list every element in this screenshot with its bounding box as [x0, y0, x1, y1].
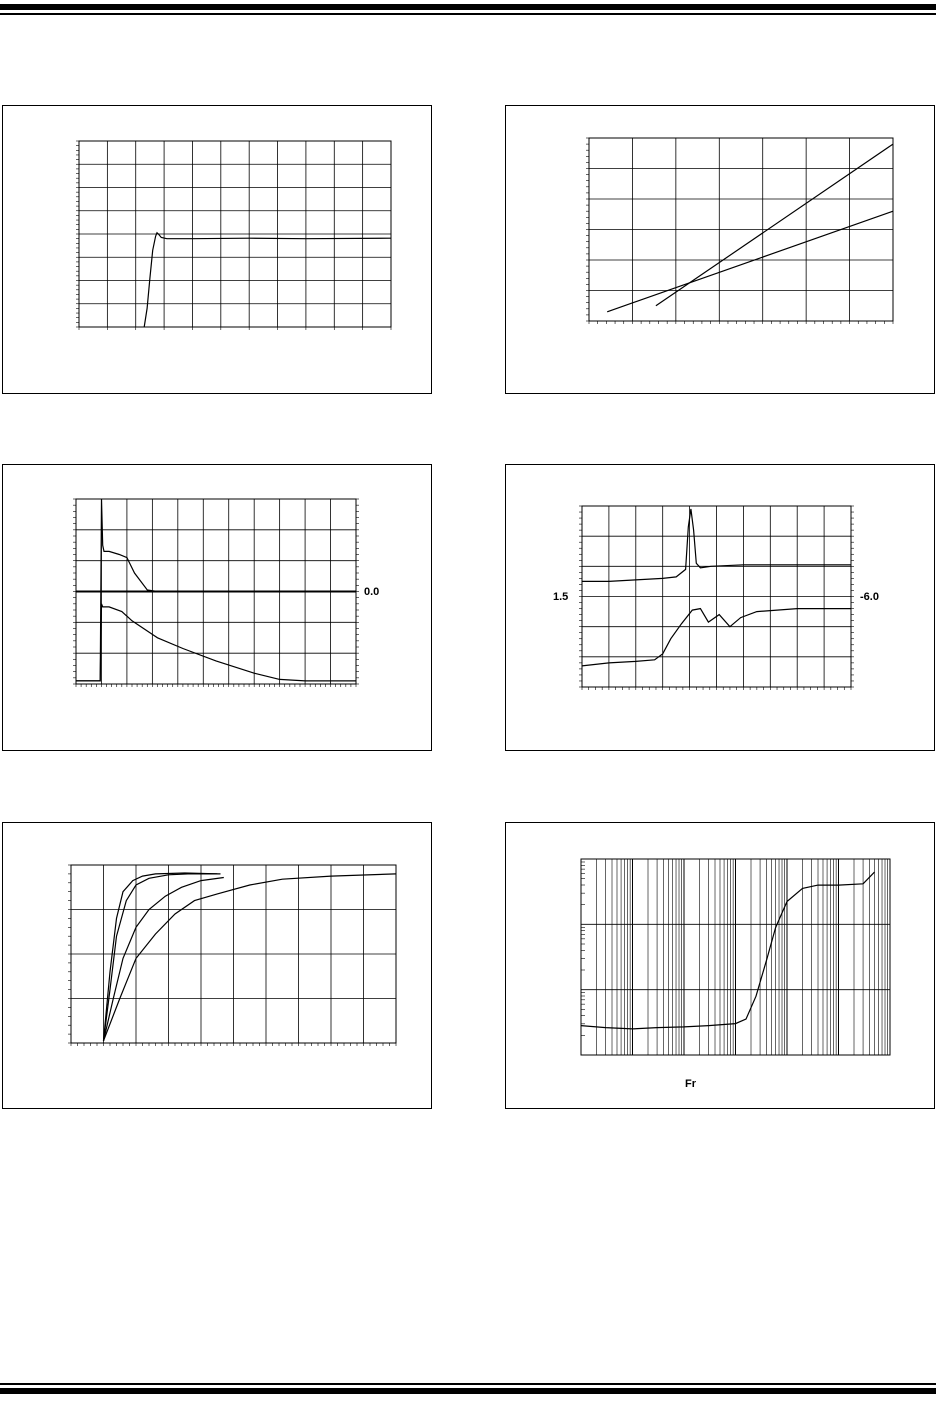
chart-6	[506, 823, 936, 1110]
footer-rule-thin	[0, 1383, 936, 1385]
chart-4	[506, 465, 936, 752]
right-axis-label: -6.0	[860, 591, 879, 603]
chart-panel-2	[505, 105, 935, 394]
series-line-upper	[76, 499, 356, 681]
series-line-response	[144, 233, 391, 327]
chart-panel-1	[2, 105, 432, 394]
chart-panel-5	[2, 822, 432, 1109]
series-line-shallow	[607, 211, 893, 312]
footer-rule-thick	[0, 1388, 936, 1394]
chart-1	[3, 106, 433, 395]
series-line-fastest	[104, 873, 218, 1041]
series-line-medium	[104, 878, 224, 1041]
chart-panel-3	[2, 464, 432, 751]
series-line-lower	[76, 604, 356, 681]
left-axis-label: 1.5	[553, 591, 569, 603]
chart-panel-4	[505, 464, 935, 751]
series-line-slow	[104, 874, 397, 1041]
chart-5	[3, 823, 433, 1110]
chart-3	[3, 465, 433, 752]
header-rule-thick	[0, 4, 936, 10]
x-axis-label: Fr	[685, 1078, 696, 1090]
chart-2	[506, 106, 936, 395]
right-axis-label: 0.0	[364, 586, 380, 598]
header-rule-thin	[0, 13, 936, 15]
chart-panel-6	[505, 822, 935, 1109]
